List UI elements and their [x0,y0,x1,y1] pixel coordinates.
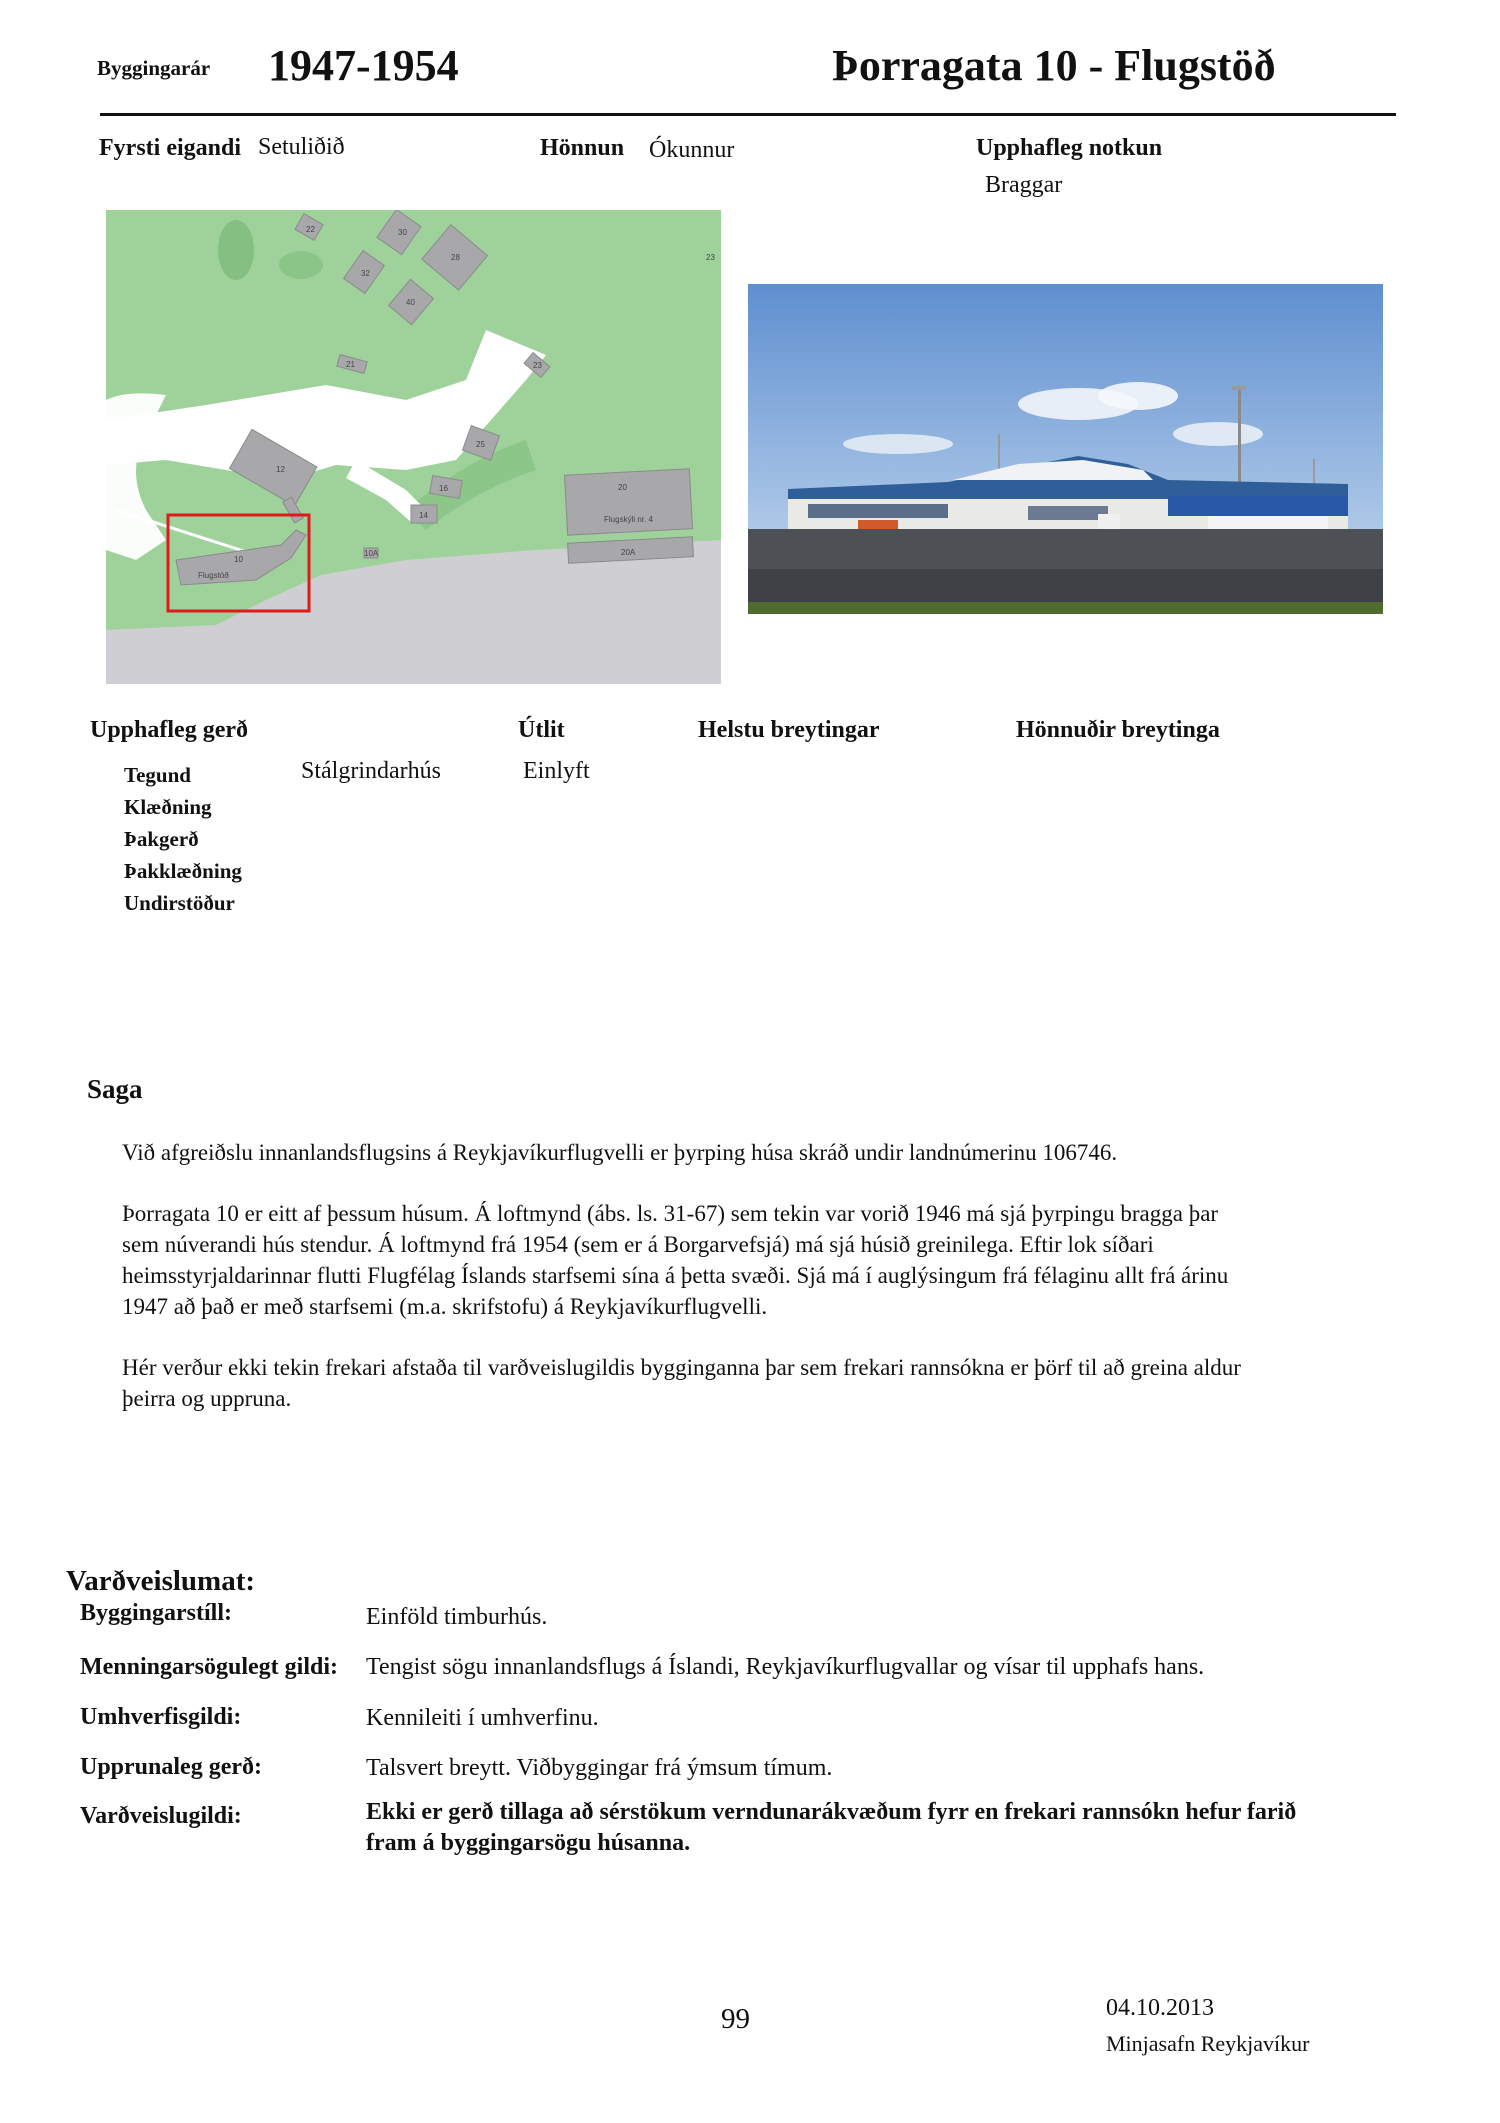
map-label: 23 [533,361,542,370]
header-divider [100,113,1396,116]
owner-value: Setuliðið [258,134,345,160]
map-label: 32 [361,269,370,278]
col-original-type: Upphafleg gerð [90,717,248,743]
map-label: 20 [618,483,627,492]
year-label: Byggingarár [97,56,211,80]
building-photo [748,284,1383,614]
saga-paragraph-2-line-3: heimsstyrjaldarinnar flutti Flugfélag Íslands starfsemi sína á þetta svæði. Sjá má í auglýsingum frá félaginu allt frá árinu [122,1263,1229,1288]
env-value: Kennileiti í umhverfinu. [366,1705,599,1731]
map-label: 14 [419,511,428,520]
env-label: Umhverfisgildi: [80,1704,242,1730]
footer-date: 04.10.2013 [1106,1995,1214,2021]
map-label: 10 [234,555,243,564]
map-label: 12 [276,465,285,474]
map-label: 10A [364,549,379,558]
row-label-thakgerd: Þakgerð [124,827,199,851]
site-map [106,210,721,684]
row-label-undirstodur: Undirstöður [124,891,235,915]
utlit-value: Einlyft [523,758,590,784]
map-label: 30 [398,228,407,237]
footer-org: Minjasafn Reykjavíkur [1106,2031,1310,2056]
design-label: Hönnun [540,135,625,161]
map-label: 20A [621,548,636,557]
page-number: 99 [721,2003,750,2035]
col-appearance: Útlit [518,717,565,743]
row-label-thakklaedning: Þakklæðning [124,859,242,883]
preservation-value-label: Varðveislugildi: [80,1803,242,1829]
map-label: 40 [406,298,415,307]
col-main-changes: Helstu breytingar [698,717,880,743]
row-label-klaedning: Klæðning [124,795,212,819]
style-label: Byggingarstíll: [80,1600,233,1626]
saga-paragraph-2-line-1: Þorragata 10 er eitt af þessum húsum. Á loftmynd (ábs. ls. 31-67) sem tekin var vorið 1946 má sjá þyrpingu bragga þar [122,1201,1219,1226]
tegund-value: Stálgrindarhús [301,758,441,784]
saga-heading: Saga [87,1074,143,1104]
saga-paragraph-3-line-1: Hér verður ekki tekin frekari afstaða til varðveislugildis bygginganna þar sem frekari rannsókna er þörf til að greina aldur [122,1355,1241,1380]
use-label: Upphafleg notkun [976,135,1163,161]
row-label-tegund: Tegund [124,763,191,787]
preservation-value-line-1: Ekki er gerð tillaga að sérstökum verndunarákvæðum fyrr en frekari rannsókn hefur farið [366,1799,1297,1825]
map-label: 23 [706,253,715,262]
col-change-designers: Hönnuðir breytinga [1016,717,1220,743]
culture-label: Menningarsögulegt gildi: [80,1654,339,1680]
use-value: Braggar [985,172,1063,198]
style-value: Einföld timburhús. [366,1604,548,1630]
saga-paragraph-1: Við afgreiðslu innanlandsflugsins á Reykjavíkurflugvelli er þyrping húsa skráð undir landnúmerinu 106746. [122,1140,1118,1165]
map-label: Flugskýli nr. 4 [604,515,653,524]
original-form-label: Upprunaleg gerð: [80,1754,262,1780]
saga-paragraph-2-line-4: 1947 að það er með starfsemi (m.a. skrifstofu) á Reykjavíkurflugvelli. [122,1294,768,1319]
map-label: 25 [476,440,485,449]
map-label: 16 [439,484,448,493]
map-label: 21 [346,360,355,369]
years: 1947-1954 [268,41,459,90]
design-value: Ókunnur [649,137,735,163]
culture-value: Tengist sögu innanlandsflugs á Íslandi, Reykjavíkurflugvallar og vísar til upphafs hans. [366,1654,1205,1680]
original-form-value: Talsvert breytt. Viðbyggingar frá ýmsum tímum. [366,1755,833,1781]
preservation-value-line-2: fram á byggingarsögu húsanna. [366,1830,691,1856]
assessment-heading: Varðveislumat: [66,1565,256,1597]
saga-paragraph-3-line-2: þeirra og uppruna. [122,1386,292,1411]
map-highlight-label: Flugstöð [198,571,229,580]
map-label: 22 [306,225,315,234]
map-label: 28 [451,253,460,262]
owner-label: Fyrsti eigandi [99,135,241,161]
page-title: Þorragata 10 - Flugstöð [832,41,1276,90]
saga-paragraph-2-line-2: sem núverandi hús stendur. Á loftmynd frá 1954 (sem er á Borgarvefsjá) má sjá húsið greinilega. Eftir lok síðari [122,1232,1154,1257]
